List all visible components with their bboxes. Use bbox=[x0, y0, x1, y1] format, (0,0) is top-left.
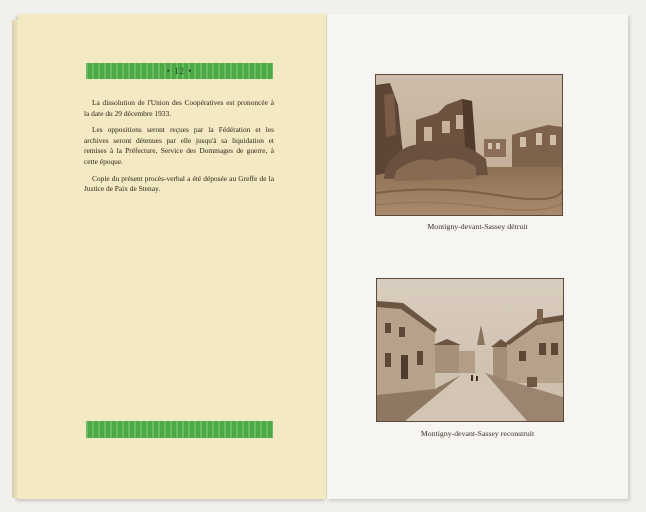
page-edge bbox=[12, 20, 18, 498]
photo-destroyed-village bbox=[375, 74, 563, 216]
caption-destroyed: Montigny-devant-Sassey détruit bbox=[427, 222, 528, 231]
left-page bbox=[18, 14, 327, 499]
body-text bbox=[84, 98, 274, 201]
caption-rebuilt: Montigny-devant-Sassey reconstruit bbox=[420, 429, 535, 438]
photo-rebuilt-village bbox=[376, 278, 564, 422]
paragraph-dissolution: La dissolution de l'Union des Coopératives est prononcée à la date du 29 décembre 1933. bbox=[84, 98, 274, 118]
paragraph-oppositions: Les oppositions seront reçues par la Fédération et les archives seront détenues par elle jusqu'à sa liquidation et remises à la Préfecture, Service des Dommages de guerre, à cette époque. bbox=[84, 125, 274, 166]
bottom-ornament-band bbox=[86, 421, 273, 438]
paragraph-copie: Copie du présent procès-verbal a été déposée au Greffe de la Justice de Paix de Stenay. bbox=[84, 173, 274, 194]
page-number: • 12 • bbox=[166, 66, 193, 76]
right-page bbox=[326, 14, 628, 499]
top-ornament-band bbox=[86, 63, 273, 79]
